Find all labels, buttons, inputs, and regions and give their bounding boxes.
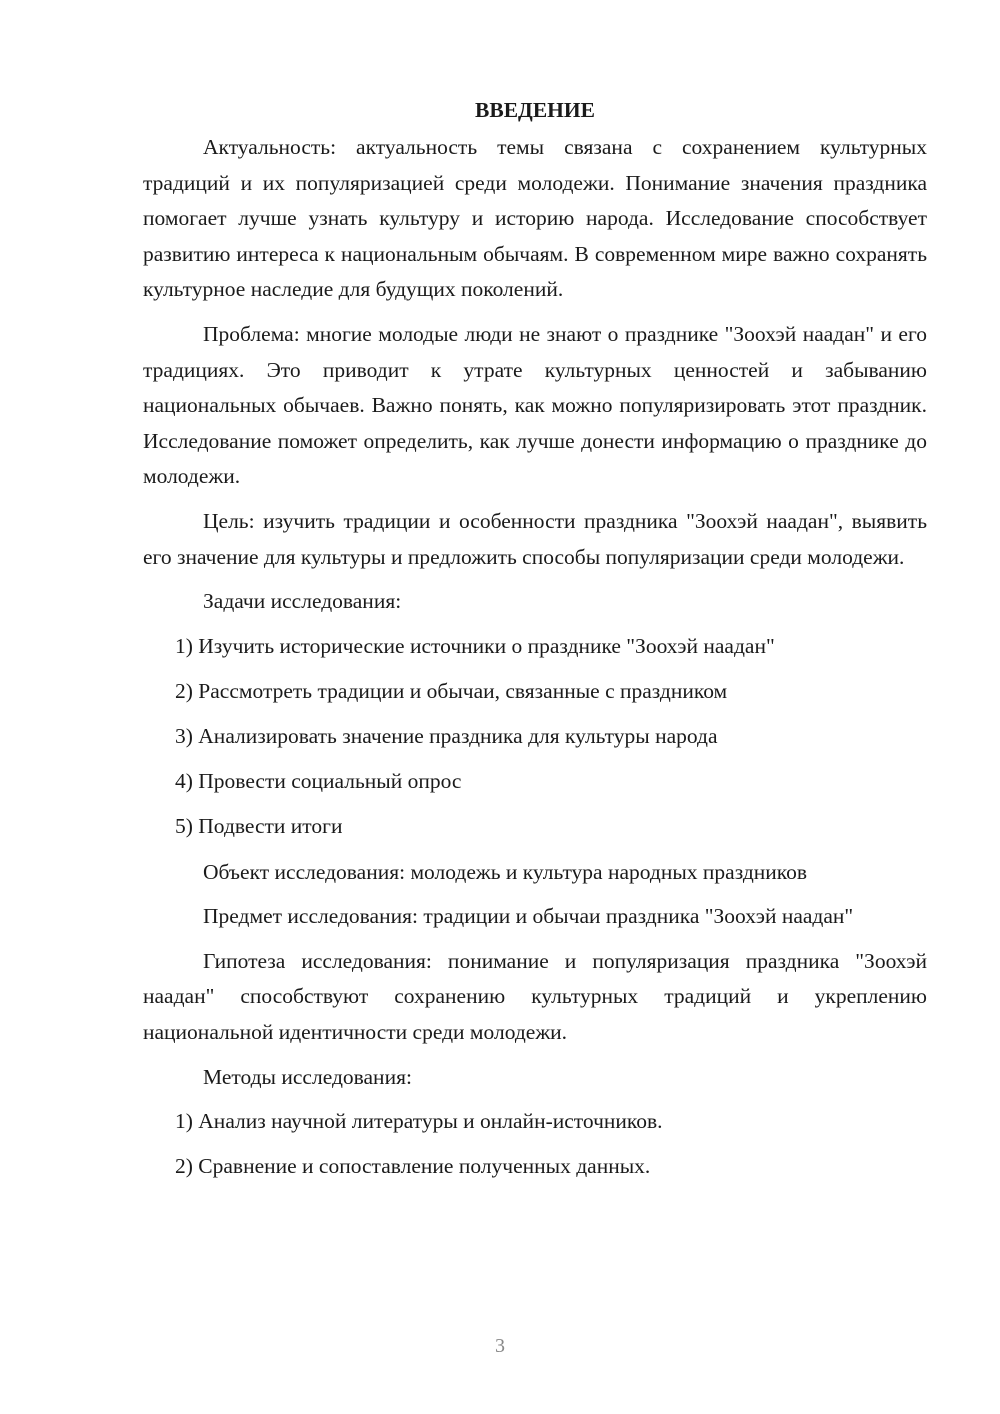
tasks-heading: Задачи исследования: [203,589,402,614]
document-page [143,92,927,1195]
hypothesis-paragraph: Гипотеза исследования: понимание и популяризация праздника "Зоохэй наадан" способствуют сохранению культурных традиций и укреплению национальной идентичности среди молодежи. [143,948,927,1045]
list-item: 4) Провести социальный опрос [175,769,462,794]
problem-paragraph: Проблема: многие молодые люди не знают о празднике "Зоохэй наадан" и его традициях. Это приводит к утрате культурных ценностей и забыванию национальных обычаев. Важно понять, как можно популяризировать этот праздник. Исследование поможет определить, как лучше донести информацию о празднике до молодежи. [143,321,927,489]
object-paragraph: Объект исследования: молодежь и культура народных праздников [203,859,808,884]
methods-list [143,1104,927,1185]
subject-paragraph: Предмет исследования: традиции и обычаи праздника "Зоохэй наадан" [203,904,854,929]
list-item: 2) Сравнение и сопоставление полученных данных. [175,1154,651,1179]
list-item: 3) Анализировать значение праздника для культуры народа [175,724,718,749]
page-number: 3 [495,1335,505,1357]
list-item: 2) Рассмотреть традиции и обычаи, связанные с праздником [175,678,728,703]
list-item: 1) Изучить исторические источники о празднике "Зоохэй наадан" [175,633,775,658]
tasks-list [143,629,927,845]
relevance-paragraph: Актуальность: актуальность темы связана с сохранением культурных традиций и их популяризацией среди молодежи. Понимание значения праздника помогает лучше узнать культуру и историю народа. Исследование способствует развитию интереса к национальным обычаям. В современном мире важно сохранять культурное наследие для будущих поколений. [143,135,927,302]
list-item: 5) Подвести итоги [175,814,343,839]
goal-paragraph: Цель: изучить традиции и особенности праздника "Зоохэй наадан", выявить его значение для культуры и предложить способы популяризации среди молодежи. [143,508,927,569]
section-title: ВВЕДЕНИЕ [475,98,595,122]
list-item: 1) Анализ научной литературы и онлайн-источников. [175,1109,663,1134]
methods-heading: Методы исследования: [203,1064,412,1089]
